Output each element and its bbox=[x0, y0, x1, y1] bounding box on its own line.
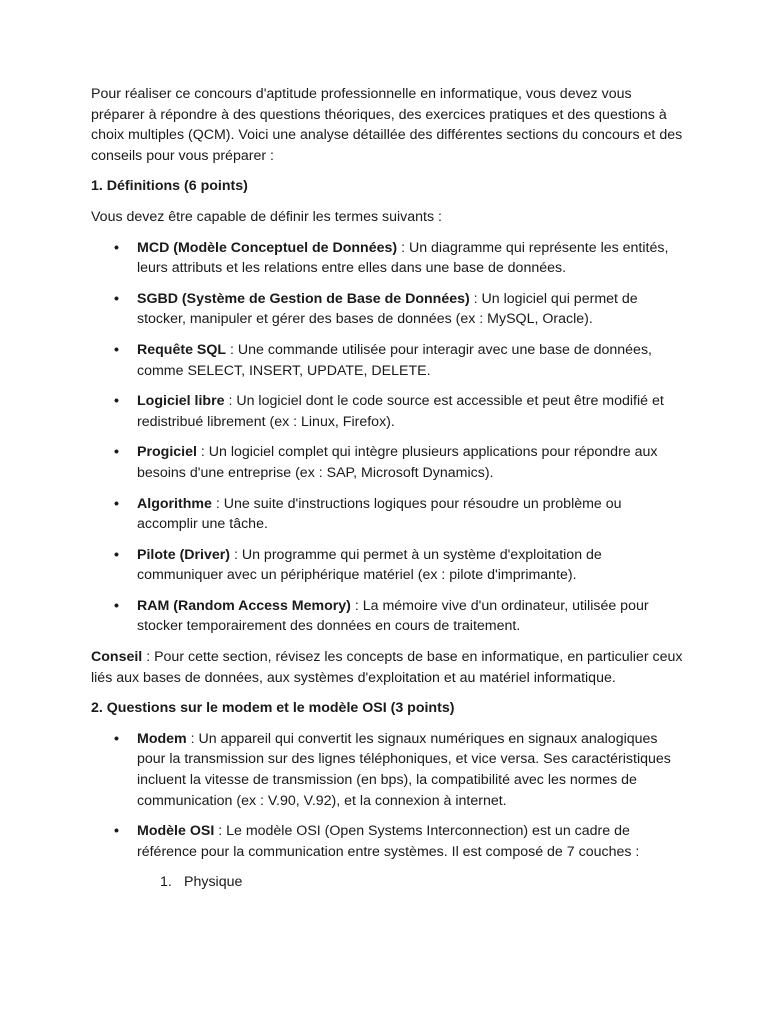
tip-label: Conseil bbox=[91, 649, 143, 666]
definitions-list bbox=[91, 238, 683, 638]
section-1-heading: 1. Définitions (6 points) bbox=[91, 178, 248, 195]
layer-label: Physique bbox=[184, 874, 243, 891]
term-description: : Un diagramme qui représente les entités, leurs attributs et les relations entre elles dans une base de données. bbox=[137, 239, 669, 277]
term-label: RAM (Random Access Memory) bbox=[137, 597, 351, 614]
term-description: : Un logiciel dont le code source est accessible et peut être modifié et redistribué librement (ex : Linux, Firefox). bbox=[137, 393, 664, 430]
document-body bbox=[91, 84, 683, 893]
section-1-lead: Vous devez être capable de définir les termes suivants : bbox=[91, 208, 442, 225]
tip-text: : Pour cette section, révisez les concepts de base en informatique, en particulier ceux liés aux bases de données, aux systèmes d'exploitation et au matériel informatique. bbox=[91, 649, 683, 686]
term-description: : Un logiciel complet qui intègre plusieurs applications pour répondre aux besoins d'une entreprise (ex : SAP, Microsoft Dynamics). bbox=[137, 444, 658, 481]
term-label: MCD (Modèle Conceptuel de Données) bbox=[137, 239, 398, 256]
list-item bbox=[137, 494, 683, 535]
term-description: : Un logiciel qui permet de stocker, manipuler et gérer des bases de données (ex : MySQL, Oracle). bbox=[137, 290, 638, 328]
term-label: Algorithme bbox=[137, 495, 212, 512]
list-item bbox=[137, 391, 683, 432]
list-item bbox=[137, 596, 683, 637]
term-label: Modem bbox=[137, 730, 187, 747]
term-label: Modèle OSI bbox=[137, 823, 215, 840]
list-item bbox=[137, 545, 683, 586]
term-description: : Le modèle OSI (Open Systems Interconnection) est un cadre de référence pour la communication entre systèmes. Il est composé de 7 couches : bbox=[137, 823, 640, 860]
network-list bbox=[91, 729, 683, 863]
term-label: SGBD (Système de Gestion de Base de Données) bbox=[137, 290, 470, 307]
list-item bbox=[137, 238, 683, 279]
osi-layer-item bbox=[160, 872, 683, 893]
term-description: : Une commande utilisée pour interagir avec une base de données, comme SELECT, INSERT, UPDATE, DELETE. bbox=[137, 341, 652, 379]
list-item bbox=[137, 729, 683, 811]
term-label: Pilote (Driver) bbox=[137, 546, 231, 563]
term-label: Progiciel bbox=[137, 444, 197, 461]
intro-paragraph: Pour réaliser ce concours d'aptitude professionnelle en informatique, vous devez vous préparer à répondre à des questions théoriques, des exercices pratiques et des questions à choix multiples (QCM). Voici une analyse détaillée des différentes sections du concours et des conseils pour vous préparer : bbox=[91, 86, 683, 164]
tip-paragraph bbox=[91, 647, 683, 688]
list-item bbox=[137, 442, 683, 483]
term-label: Requête SQL bbox=[137, 341, 227, 358]
layer-number: 1. bbox=[160, 874, 172, 891]
section-2-heading: 2. Questions sur le modem et le modèle OSI (3 points) bbox=[91, 700, 455, 717]
term-label: Logiciel libre bbox=[137, 393, 225, 410]
term-description: : Un programme qui permet à un système d'exploitation de communiquer avec un périphérique matériel (ex : pilote d'imprimante). bbox=[137, 546, 602, 584]
osi-layers-list bbox=[91, 872, 683, 893]
term-description: : La mémoire vive d'un ordinateur, utilisée pour stocker temporairement des données en cours de traitement. bbox=[137, 597, 649, 635]
list-item bbox=[137, 340, 683, 381]
term-description: : Une suite d'instructions logiques pour résoudre un problème ou accomplir une tâche. bbox=[137, 495, 622, 533]
list-item bbox=[137, 821, 683, 862]
list-item bbox=[137, 289, 683, 330]
term-description: : Un appareil qui convertit les signaux numériques en signaux analogiques pour la transmission sur des lignes téléphoniques, et vice versa. Ses caractéristiques incluent la vitesse de transmission (en bps), la compatibilité avec les normes de communication (ex : V.90, V.92), et la connexion à internet. bbox=[137, 730, 671, 809]
